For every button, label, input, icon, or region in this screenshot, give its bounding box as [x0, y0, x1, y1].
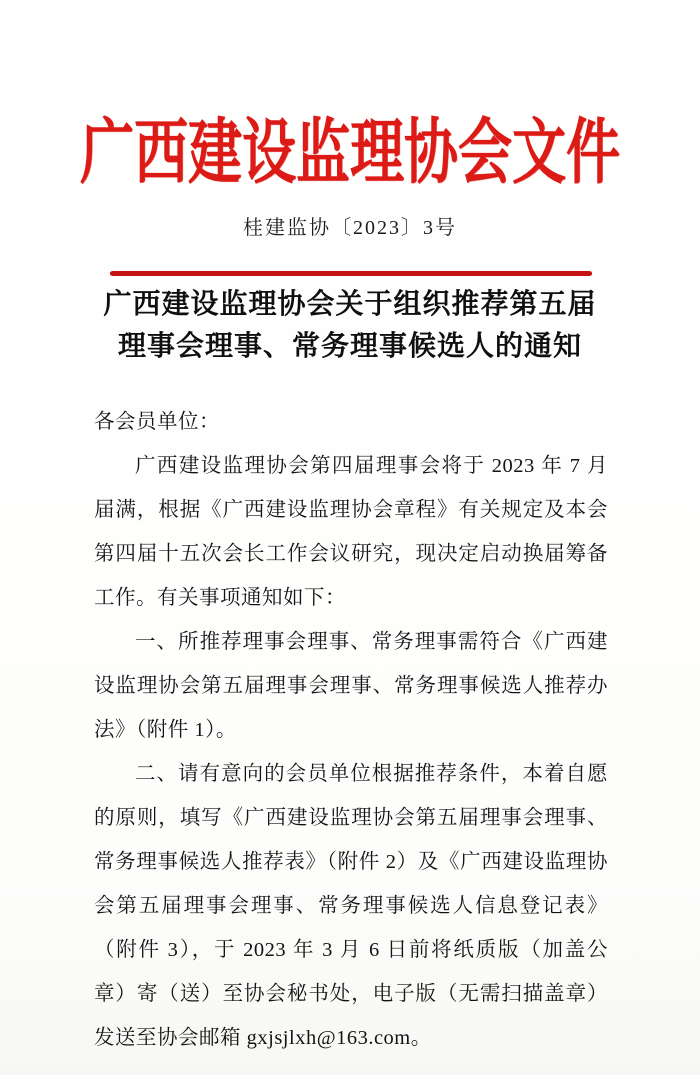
red-separator-rule [110, 271, 592, 276]
notice-title-line2: 理事会理事、常务理事候选人的通知 [117, 331, 582, 362]
notice-title-line1: 广西建设监理协会关于组织推荐第五届 [103, 289, 597, 320]
paragraph-item-2: 二、请有意向的会员单位根据推荐条件，本着自愿的原则，填写《广西建设监理协会第五届理事会理事、常务理事候选人推荐表》（附件 2）及《广西建设监理协会第五届理事会理事、常务理事候选人信息登记表》（附件 3），于 2023 年 3 月 6 日前将纸质版（加盖公章）寄（送）至协会秘书处，电子版（无需扫描盖章）发送至协会邮箱 gxjsjlxh@163.com。 [94, 763, 608, 1049]
paragraph-item-1: 一、所推荐理事会理事、常务理事需符合《广西建设监理协会第五届理事会理事、常务理事候选人推荐办法》（附件 1）。 [94, 631, 608, 741]
salutation: 各会员单位： [94, 411, 220, 433]
document-number: 桂建监协〔2023〕3号 [243, 217, 457, 239]
masthead-title: 广西建设监理协会文件 [80, 113, 620, 193]
notice-title [0, 284, 700, 368]
paragraph-intro: 广西建设监理协会第四届理事会将于 2023 年 7 月届满，根据《广西建设监理协会章程》有关规定及本会第四届十五次会长工作会议研究，现决定启动换届筹备工作。有关事项通知如下： [94, 455, 608, 609]
document-body [94, 400, 608, 1060]
